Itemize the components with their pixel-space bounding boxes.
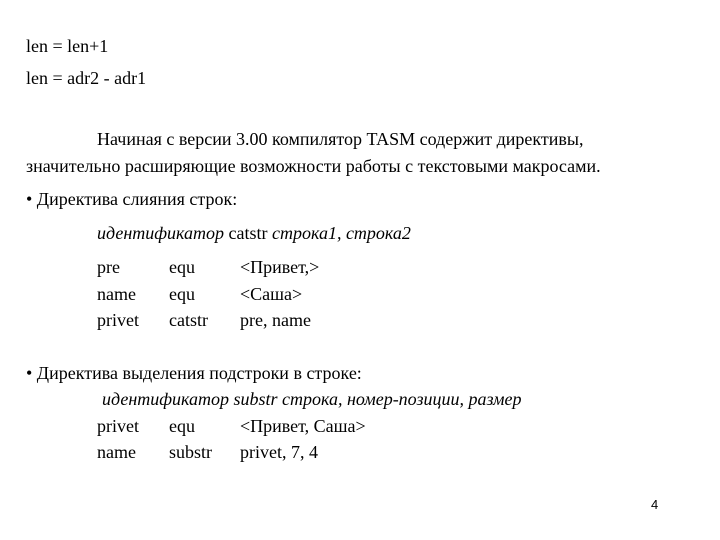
paragraph-line-2: значительно расширяющие возможности работы с текстовыми макросами. [26, 156, 601, 176]
catstr-syntax-identifier: идентификатор [97, 223, 224, 243]
page-number: 4 [651, 497, 659, 512]
catstr-row-2-name: name [97, 284, 136, 304]
catstr-row-2-op: equ [169, 284, 195, 304]
substr-row-2-value: privet, 7, 4 [240, 442, 318, 462]
catstr-row-3-op: catstr [169, 310, 208, 330]
substr-syntax: идентификатор substr строка, номер-позиции, размер [102, 389, 522, 409]
catstr-syntax [97, 224, 411, 242]
catstr-row-1-value: <Привет,> [240, 257, 320, 277]
paragraph-line-1: Начиная с версии 3.00 компилятор TASM содержит директивы, [97, 129, 584, 149]
catstr-row-2-value: <Саша> [240, 284, 303, 304]
catstr-row-1-op: equ [169, 257, 195, 277]
substr-row-1-value: <Привет, Саша> [240, 416, 366, 436]
catstr-row-3-name: privet [97, 310, 139, 330]
catstr-syntax-keyword: catstr [228, 223, 268, 243]
catstr-row-3-value: pre, name [240, 310, 311, 330]
code-line-len-increment: len = len+1 [26, 36, 109, 56]
catstr-syntax-args: строка1, строка2 [271, 223, 411, 243]
substr-heading: • Директива выделения подстроки в строке: [26, 363, 362, 383]
substr-row-1-op: equ [169, 416, 195, 436]
substr-row-1-name: privet [97, 416, 139, 436]
catstr-heading: • Директива слияния строк: [26, 189, 238, 209]
substr-row-2-name: name [97, 442, 136, 462]
code-line-len-difference: len = adr2 - adr1 [26, 68, 147, 88]
catstr-row-1-name: pre [97, 257, 120, 277]
substr-row-2-op: substr [169, 442, 213, 462]
